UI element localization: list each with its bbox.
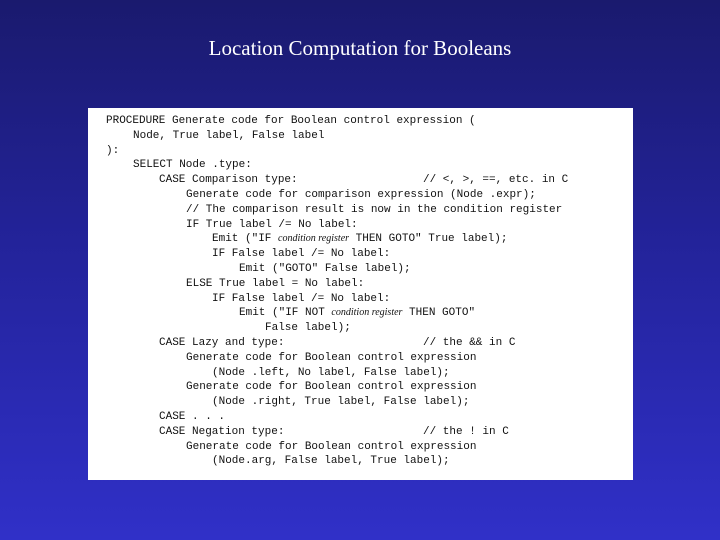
code-line	[106, 232, 633, 247]
code-line: Generate code for comparison expression (Node .expr);	[186, 188, 536, 201]
code-text: Emit ("IF	[212, 233, 279, 246]
code-text: CASE Negation type:	[159, 425, 285, 438]
code-text: CASE Comparison type:	[159, 174, 298, 187]
code-line: (Node.arg, False label, True label);	[212, 455, 450, 468]
code-line: ELSE True label = No label:	[186, 277, 365, 290]
code-line	[106, 425, 633, 440]
slide-title: Location Computation for Booleans	[208, 36, 512, 60]
code-line: ):	[106, 144, 120, 157]
code-line: Generate code for Boolean control expression	[186, 351, 477, 364]
code-line: CASE . . .	[159, 410, 226, 423]
code-comment: // the && in C	[423, 336, 516, 349]
code-line: Generate code for Boolean control expression	[186, 440, 477, 453]
code-line: // The comparison result is now in the condition register	[186, 203, 563, 216]
code-line: (Node .left, No label, False label);	[212, 366, 450, 379]
code-italic-text: condition register	[278, 233, 350, 245]
code-line: False label);	[265, 322, 351, 335]
code-line: PROCEDURE Generate code for Boolean control expression (	[106, 115, 476, 127]
code-line: IF False label /= No label:	[212, 292, 391, 305]
code-listing	[88, 108, 633, 480]
code-comment: // the ! in C	[423, 425, 509, 438]
code-italic-text: condition register	[331, 307, 403, 319]
code-line: Emit ("GOTO" False label);	[239, 262, 411, 275]
code-text: THEN GOTO"	[402, 307, 476, 320]
code-comment: // <, >, ==, etc. in C	[423, 174, 569, 187]
code-text: Emit ("IF NOT	[239, 307, 332, 320]
code-line: IF True label /= No label:	[186, 218, 358, 231]
code-line	[106, 336, 633, 351]
code-line: Generate code for Boolean control expression	[186, 381, 477, 394]
code-line: Node, True label, False label	[133, 129, 325, 142]
code-line: IF False label /= No label:	[212, 248, 391, 261]
code-line: (Node .right, True label, False label);	[212, 396, 470, 409]
code-line	[106, 306, 633, 321]
code-text: CASE Lazy and type:	[159, 336, 285, 349]
code-line: SELECT Node .type:	[133, 159, 252, 172]
code-line	[106, 173, 633, 188]
code-text: THEN GOTO" True label);	[349, 233, 508, 246]
